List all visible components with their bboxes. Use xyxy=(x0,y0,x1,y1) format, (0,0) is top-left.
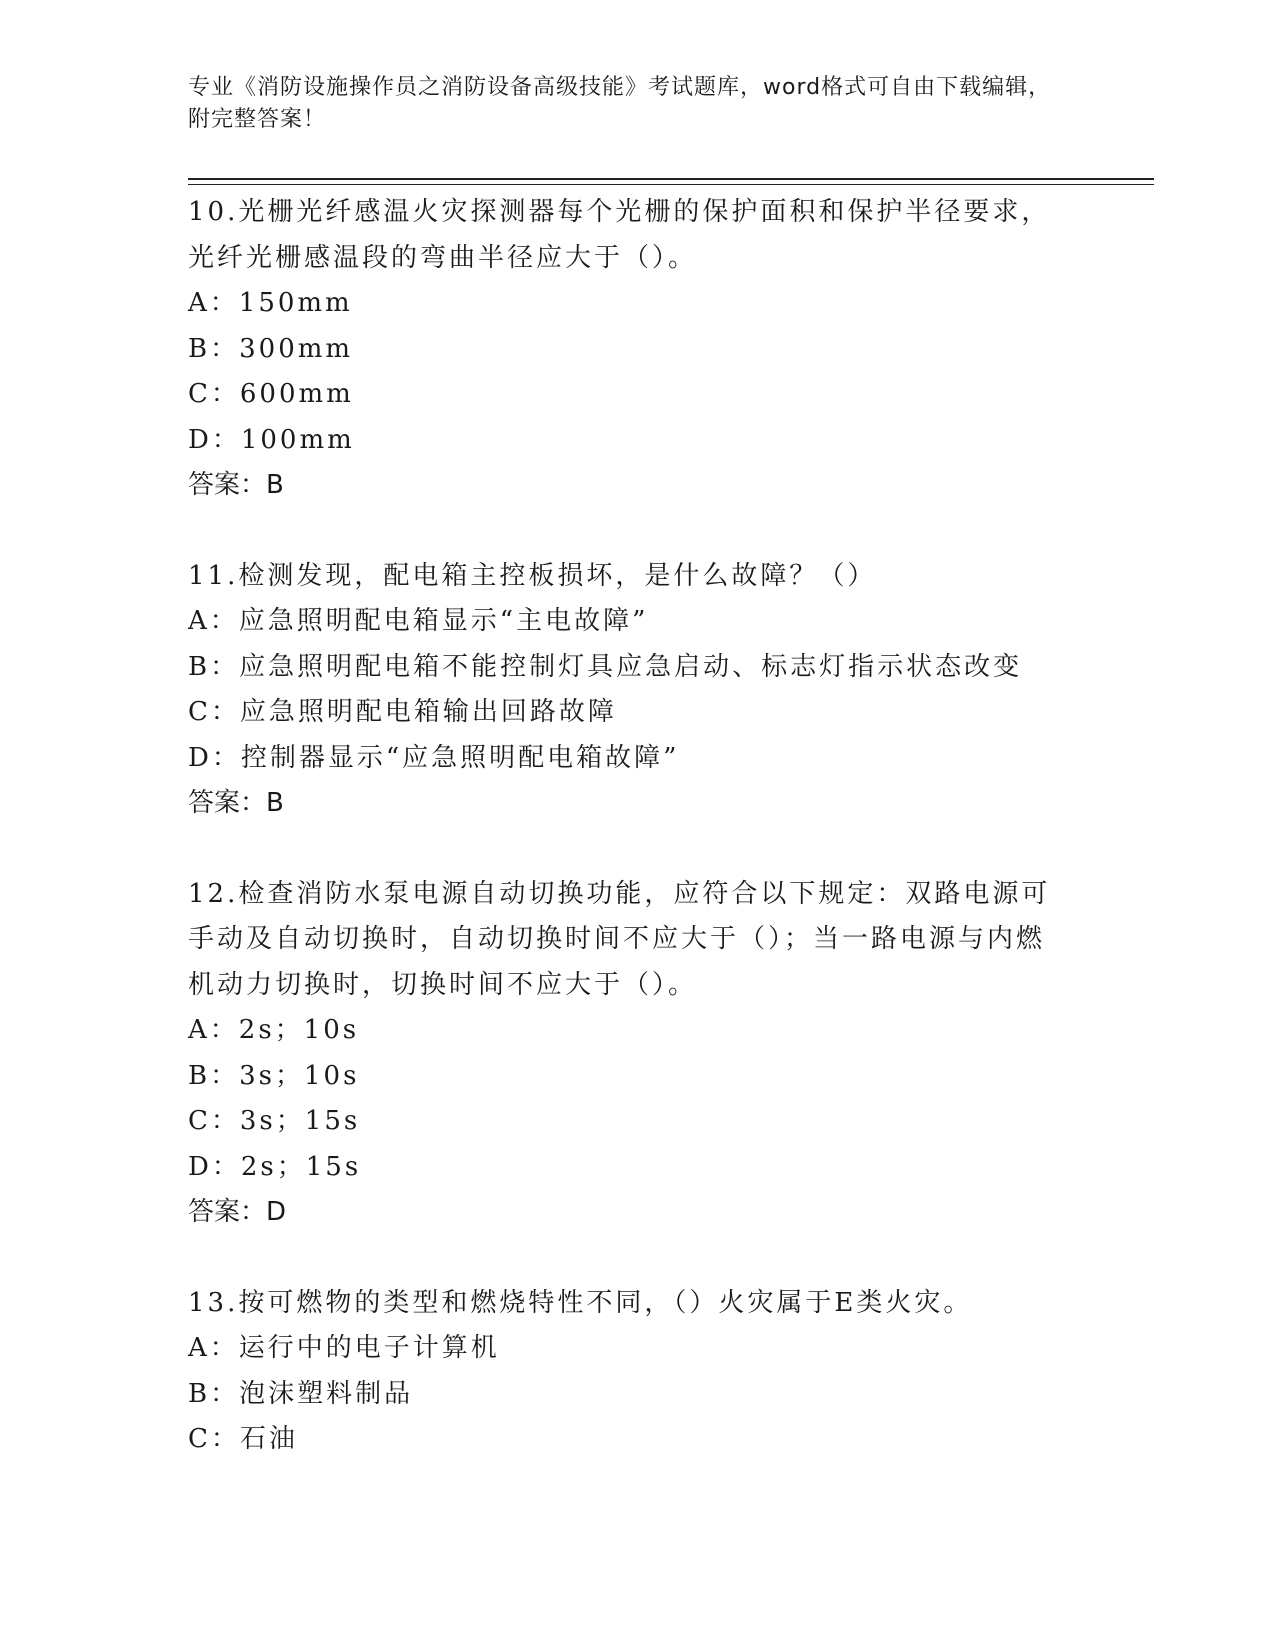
question-11 xyxy=(188,554,1088,827)
answer-line: 答案：B xyxy=(188,470,284,500)
option-d: D：控制器显示“应急照明配电箱故障” xyxy=(188,742,680,773)
option-d: D：100mm xyxy=(188,424,355,455)
option-b: B：泡沫塑料制品 xyxy=(188,1378,414,1409)
option-a: A：运行中的电子计算机 xyxy=(188,1333,500,1363)
question-spacer xyxy=(188,509,1088,554)
option-a: A：2s；10s xyxy=(188,1015,360,1045)
question-list xyxy=(188,190,1088,1463)
option-b: B：3s；10s xyxy=(188,1060,360,1091)
answer-line: 答案：D xyxy=(188,1197,287,1227)
option-a: A：应急照明配电箱显示“主电故障” xyxy=(188,606,649,636)
document-header: 专业《消防设施操作员之消防设备高级技能》考试题库，word格式可自由下载编辑，附完整答案！ xyxy=(188,75,1052,132)
question-stem: 12.检查消防水泵电源自动切换功能，应符合以下规定：双路电源可手动及自动切换时，自动切换时间不应大于（）；当一路电源与内燃机动力切换时，切换时间不应大于（）。 xyxy=(188,878,1051,1000)
option-a: A：150mm xyxy=(188,288,353,318)
header-rule-thick xyxy=(188,178,1154,180)
question-12 xyxy=(188,872,1088,1236)
question-stem: 10.光栅光纤感温火灾探测器每个光栅的保护面积和保护半径要求，光纤光栅感温段的弯曲半径应大于（）。 xyxy=(188,197,1051,273)
answer-line: 答案：B xyxy=(188,788,284,818)
option-b: B：应急照明配电箱不能控制灯具应急启动、标志灯指示状态改变 xyxy=(188,651,1023,682)
option-c: C：600mm xyxy=(188,379,354,409)
question-13 xyxy=(188,1281,1088,1463)
header-rule-thin xyxy=(188,184,1154,185)
question-10 xyxy=(188,190,1088,509)
question-spacer xyxy=(188,1236,1088,1281)
question-stem: 11.检测发现，配电箱主控板损坏，是什么故障？（） xyxy=(188,560,877,591)
option-d: D：2s；15s xyxy=(188,1151,362,1182)
option-b: B：300mm xyxy=(188,333,354,364)
option-c: C：石油 xyxy=(188,1424,298,1454)
option-c: C：应急照明配电箱输出回路故障 xyxy=(188,697,617,727)
option-c: C：3s；15s xyxy=(188,1106,361,1136)
question-spacer xyxy=(188,827,1088,872)
question-stem: 13.按可燃物的类型和燃烧特性不同，（）火灾属于E类火灾。 xyxy=(188,1287,973,1318)
